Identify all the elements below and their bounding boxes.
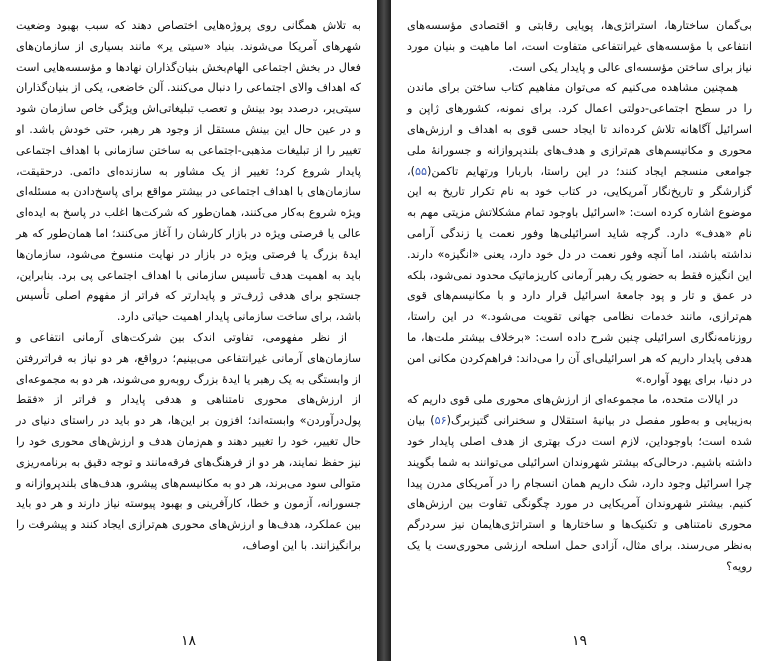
book-gutter <box>377 0 391 661</box>
left-paragraph-1: به تلاش همگانی روی پروژه‌هایی اختصاص دهند که سبب بهبود وضعیت شهرهای آمریکا می‌شوند. بنیاد «سیتی یر» مانند بسیاری از سازمان‌های فعال در بخش اجتماعی الهام‌بخش بنیان‌گذاران نهادها و مؤسسه‌هایی است که اهداف والای اجتماعی را دنبال می‌کنند. آلن خاضعی، یکی از بنیان‌گذاران سیتی‌یر، درصدد بود بینش و تعصب تبلیغاتی‌اش ویژگی خاص سازمان شود و در عین حال این بینش مستقل از وجود هر رهبر، حتی خودش باشد. او تغییر را از تبلیغات مذهبی-اجتماعی به ساختن سازمانی با اهداف اجتماعی پایدار شروع کرد؛ تغییر از یک مشاور به سازنده‌ای دائمی. درحقیقت، سازمان‌های با اهداف اجتماعی در بیشتر مواقع برای پاسخ‌دادن به مسئله‌ای ویژه شروع به‌کار می‌کنند، همان‌طور که شرکت‌ها اغلب در پاسخ به ایده‌ای عالی یا فرصتی ویژه در بازار کارشان را آغاز می‌کنند؛ اما همان‌طور که هر ایدۀ بزرگ یا فرصتی ویژه در بازار در نهایت منسوخ می‌شود، سازمان‌ها باید به اهمیت هدف تأسیس سازمانی با اهداف اجتماعی پی برد. بنابراین، جستجو برای هدفی ژرف‌تر و پایدارتر که فراتر از مفهوم اصلی تأسیس باشد، برای ساخت سازمانی پایدار اهمیت حیاتی دارد. <box>16 19 361 324</box>
page-number-right: ۱۹ <box>571 633 588 649</box>
right-paragraph-3-text-a: در ایالات متحده، ما مجموعه‌ای از ارزش‌های محوری ملی قوی داریم که به‌زیبایی و به‌طور مفصل در بیانیۀ استقلال و سخنرانی گتیزبرگ( <box>407 393 752 428</box>
footnote-ref-56[interactable]: ۵۶ <box>434 414 447 428</box>
right-paragraph-3-text-b: ) بیان شده است؛ باوجوداین، لازم است درک بهتری از هدف اصلی پایدار خود داشته باشیم. درحالی‌که بیشتر شهروندان اسرائیلی می‌توانند به شما بگویند چرا اسرائیل وجود دارد، شک داریم همان انسجام را در آمریکای مدرن پیدا کنیم. بیشتر شهروندان آمریکایی در مورد چگونگی تفاوت بین ارزش‌های محوری نامتناهی و تکنیک‌ها و ساختارها و استراتژی‌هایمان نیز سردرگم به‌نظر می‌رسند. برای مثال، آزادی حمل اسلحه ارزشی محوری‌ست یا یک رویه؟ <box>407 414 752 573</box>
right-paragraph-2-text-a: همچنین مشاهده می‌کنیم که می‌توان مفاهیم کتاب ساختن برای ماندن را در سطح اجتماعی-دولتی اعمال کرد. برای نمونه، کشورهای ژاپن و اسرائیل آگاهانه تلاش کرده‌اند تا ایجاد حسی قوی به اهداف و ارزش‌های محوری و مکانیسم‌های هم‌ترازی و هدف‌های بلندپروازانه و جسورانۀ ملی جوامعی منسجم ایجاد کنند؛ در این راستا، باربارا ورتهایم تاکمن( <box>407 81 752 178</box>
right-paragraph-2-text-b: )، گزارشگر و تاریخ‌نگار آمریکایی، در کتاب خود به نام تکرار تاریخ به این موضوع اشاره کرده است: «اسرائیل باوجود تمام مشکلاتش مزیتی مهم به نام «هدف» دارد. گرچه شاید اسرائیلی‌ها وفور نعمت یا زندگی آرامی نداشته باشند، اما آنچه وفور نعمت در دل خود دارد، یعنی «انگیزه» دارند. این انگیزه فقط به حضور یک رهبر آرمانی کاریزماتیک محدود نمی‌شود، بلکه در عمق و تار و پود جامعۀ اسرائیل قرار دارد و با مکانیسم‌های قوی هم‌ترازی، مانند خدمات نظامی جهانی تقویت می‌شود.» در این راستا، روزنامه‌نگاری اسرائیلی چنین شرح داده است: «برخلاف بیشتر ملت‌ها، ما هدفی پایدار داریم که هر اسرائیلی‌ای آن را می‌داند: فراهم‌کردن مکانی امن در دنیا، برای یهود آواره.» <box>407 164 752 386</box>
left-page-text <box>16 16 361 557</box>
right-paragraph-3 <box>407 390 752 577</box>
right-paragraph-1 <box>407 16 752 78</box>
right-paragraph-1-text: بی‌گمان ساختارها، استراتژی‌ها، پویایی رقابتی و اقتصادی مؤسسه‌های انتفاعی با مؤسسه‌های غیرانتفاعی متفاوت است، اما ماهیت و بنیان مورد نیاز برای ساختن مؤسسه‌ای عالی و پایدار یکی است. <box>407 19 752 74</box>
left-paragraph-2: از نظر مفهومی، تفاوتی اندک بین شرکت‌های آرمانی انتفاعی و سازمان‌های آرمانی غیرانتفاعی می‌بینیم؛ درواقع، هر دو نیاز به فراتررفتن از وابستگی به یک رهبر یا ایدۀ بزرگ روبه‌رو می‌شوند، هر دو به مجموعه‌ای از ارزش‌های محوری نامتناهی و هدفی پایدار و فراتر از «فقط پول‌درآوردن» وابسته‌اند؛ افزون بر این‌ها، هر دو باید در راستای دنیای در حال تغییر، خود را تغییر دهند و هم‌زمان هدف و ارزش‌های محوری خود را نیز حفظ نمایند، هر دو از فرهنگ‌های فرقه‌مانند و توجه دقیق به برنامه‌ریزی متوالی سود می‌برند، هر دو به مکانیسم‌های پیشرو، هدف‌های بلندپروازانه و جسورانه، آزمون و خطا، کارآفرینی و بهبود پیوسته نیاز دارند و هر دو باید بین عملکرد، هدف‌ها و ارزش‌های محوری هم‌ترازی ایجاد کنند و پیشرفت را برانگیزانند. با این اوصاف، <box>16 330 361 552</box>
right-page <box>391 0 768 661</box>
page-number-left: ۱۸ <box>180 633 197 649</box>
left-page <box>0 0 377 661</box>
right-paragraph-2 <box>407 78 752 390</box>
right-page-text <box>407 16 752 578</box>
footnote-ref-55[interactable]: ۵۵ <box>414 164 428 178</box>
